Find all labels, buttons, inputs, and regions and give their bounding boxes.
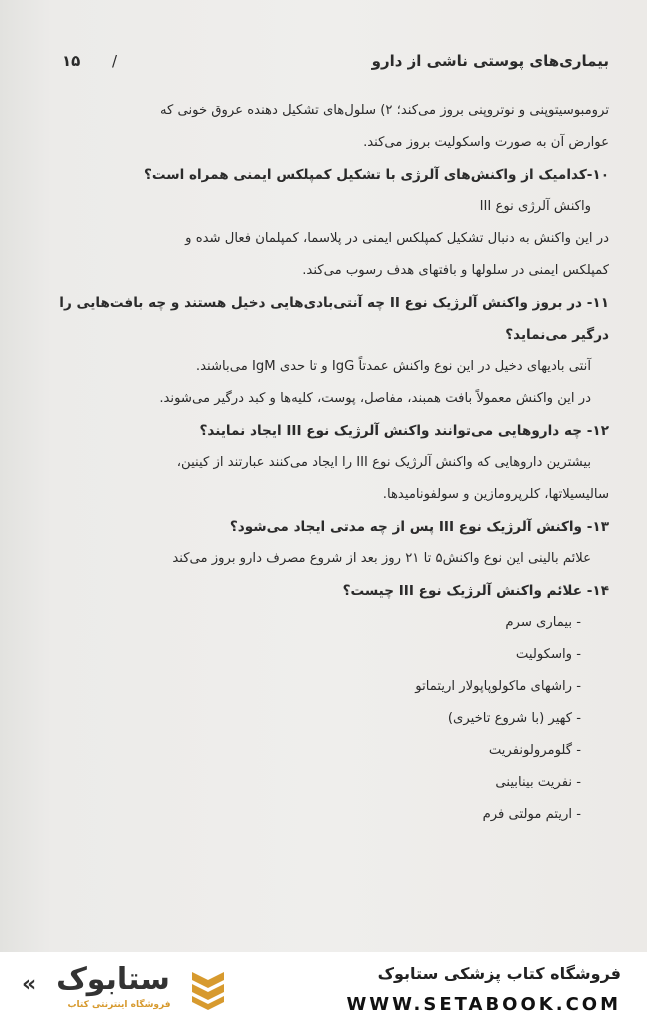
logo-text: ستابوک <box>56 962 170 997</box>
question-line: درگیر می‌نماید؟ <box>505 327 609 343</box>
list-item: - بیماری سرم <box>40 607 609 639</box>
page-body <box>40 95 609 831</box>
list-item: - کهیر (با شروع تاخیری) <box>40 703 609 735</box>
page-header <box>40 52 609 82</box>
text-line: واکنش آلرژی نوع III <box>479 199 591 214</box>
text-line: در این واکنش به دنبال تشکیل کمپلکس ایمنی در پلاسما، کمپلمان فعال شده و <box>185 231 609 246</box>
list-item: - گلومرولونفریت <box>40 735 609 767</box>
logo-subtitle: فروشگاه اینترنتی کتاب <box>67 1000 171 1010</box>
list-item: - نفریت بینابینی <box>40 767 609 799</box>
text-line: آنتی بادیهای دخیل در این نوع واکنش عمدتاً IgG و تا حدی IgM می‌باشند. <box>195 359 591 374</box>
store-name: فروشگاه کتاب پزشکی ستابوک <box>377 964 621 983</box>
text-line: در این واکنش معمولاً بافت همبند، مفاصل، پوست، کلیه‌ها و کبد درگیر می‌شوند. <box>159 391 591 406</box>
question-line: ۱۳- واکنش آلرژیک نوع III پس از چه مدتی ایجاد می‌شود؟ <box>229 519 609 535</box>
question-line: ۱۴- علائم واکنش آلرژیک نوع III چیست؟ <box>342 583 609 599</box>
header-separator: / <box>112 52 118 70</box>
list-item: - واسکولیت <box>40 639 609 671</box>
text-line: ترومبوسیتوپنی و نوتروپنی بروز می‌کند؛ ۲) سلول‌های تشکیل دهنده عروق خونی که <box>159 103 609 118</box>
chapter-title: بیماری‌های پوستی ناشی از دارو <box>371 52 609 70</box>
book-chevron-icon <box>190 966 226 1010</box>
logo-arrows-icon: « <box>22 972 37 997</box>
text-line: عوارض آن به صورت واسکولیت بروز می‌کند. <box>363 135 609 150</box>
store-footer <box>0 952 647 1024</box>
store-logo[interactable] <box>18 962 228 1016</box>
text-line: کمپلکس ایمنی در سلولها و بافتهای هدف رسوب می‌کند. <box>302 263 609 278</box>
store-url[interactable]: WWW.SETABOOK.COM <box>346 994 621 1015</box>
text-line: علائم بالینی این نوع واکنش۵ تا ۲۱ روز بعد از شروع مصرف دارو بروز می‌کند <box>172 551 591 566</box>
text-line: بیشترین داروهایی که واکنش آلرژیک نوع III را ایجاد می‌کنند عبارتند از کینین، <box>176 455 591 470</box>
question-line: ۱۱- در بروز واکنش آلرژیک نوع II چه آنتی‌بادی‌هایی دخیل هستند و چه بافت‌هایی را <box>59 295 609 311</box>
page-number: ۱۵ <box>62 52 81 70</box>
question-line: ۱۰-کدامیک از واکنش‌های آلرژی با تشکیل کمپلکس ایمنی همراه است؟ <box>143 167 609 183</box>
list-item: - راشهای ماکولوپاپولار اریتماتو <box>40 671 609 703</box>
text-line: سالیسیلاتها، کلرپرومازین و سولفونامیدها. <box>382 487 609 502</box>
question-line: ۱۲- چه داروهایی می‌توانند واکنش آلرژیک نوع III ایجاد نمایند؟ <box>199 423 609 439</box>
list-item: - اریتم مولتی فرم <box>40 799 609 831</box>
